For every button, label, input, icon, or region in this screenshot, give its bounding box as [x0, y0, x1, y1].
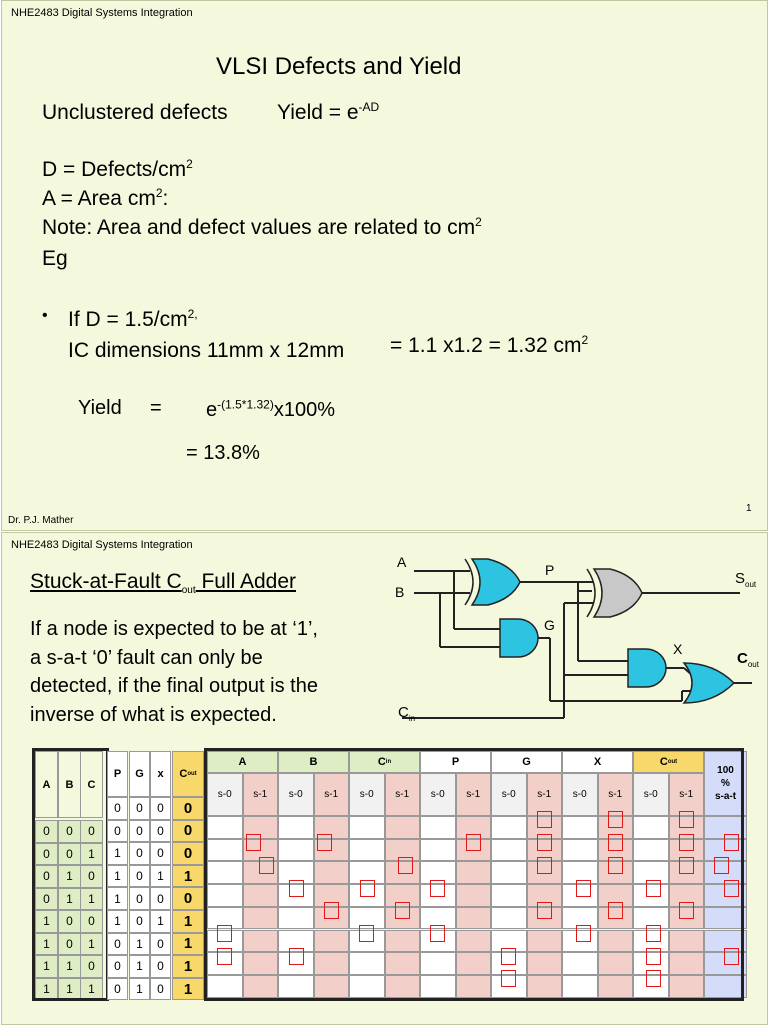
abc-header: A: [35, 751, 58, 818]
pgx-cell: 1: [107, 842, 128, 865]
label-x: X: [673, 641, 683, 657]
pgx-cell: 1: [129, 955, 150, 978]
label-sout: $S_{out}$: [735, 570, 757, 589]
full-adder-circuit: [392, 551, 767, 731]
sa-header: s-1: [598, 773, 634, 816]
yield-calc: $e^{-(1.5*1.32)}x100\%$: [206, 397, 335, 421]
abc-cell: 1: [35, 955, 58, 978]
abc-cell: 0: [58, 910, 81, 933]
pgx-cell: 0: [129, 887, 150, 910]
cout-cell: 1: [172, 865, 204, 888]
and-gate-g-icon: [500, 619, 538, 657]
explanation-paragraph: [30, 615, 318, 729]
slide-stuck-at-fault: [1, 532, 768, 1025]
abc-cell: 1: [58, 888, 81, 911]
pgx-cell: 0: [129, 842, 150, 865]
if-d-line: If $D = 1.5/cm^{2,}$: [68, 307, 198, 331]
pgx-cell: 0: [150, 955, 171, 978]
sa-header: s-0: [349, 773, 385, 816]
pgx-cell: 0: [129, 797, 150, 820]
abc-cell: 0: [35, 843, 58, 866]
label-b: B: [395, 584, 405, 600]
slide1-header: NHE2483 Digital Systems Integration: [11, 7, 193, 19]
cout-cell: 0: [172, 797, 204, 820]
sa-header: s-1: [243, 773, 279, 816]
pgx-cell: 1: [107, 865, 128, 888]
equals-sign: =: [150, 397, 162, 419]
cout-cell: 1: [172, 978, 204, 1001]
sa-header: s-1: [669, 773, 705, 816]
sa-header: s-1: [456, 773, 492, 816]
pgx-cell: 1: [129, 933, 150, 956]
abc-cell: 1: [35, 910, 58, 933]
abc-cell: 0: [80, 865, 103, 888]
pgx-cell: 0: [150, 820, 171, 843]
sa-header: s-1: [314, 773, 350, 816]
abc-cell: 1: [80, 933, 103, 956]
unclustered-label: Unclustered defects: [42, 101, 228, 124]
para-line-3: detected, if the final output is the: [30, 675, 318, 697]
sa-header: s-0: [491, 773, 527, 816]
author: Dr. P.J. Mather: [8, 515, 74, 526]
slide2-header: NHE2483 Digital Systems Integration: [11, 539, 193, 551]
fault-block-border: [204, 748, 744, 1001]
bullet-icon: •: [42, 307, 48, 324]
page-number: 1: [746, 503, 752, 514]
para-line-2: a s-a-t ‘0’ fault can only be: [30, 646, 263, 669]
pgx-cell: 1: [129, 978, 150, 1001]
cout-cell: 0: [172, 887, 204, 910]
pgx-cell: 1: [150, 910, 171, 933]
or-gate-icon: [684, 663, 734, 703]
cout-cell: 0: [172, 842, 204, 865]
abc-cell: 0: [80, 910, 103, 933]
abc-cell: 1: [80, 843, 103, 866]
cout-cell: 1: [172, 910, 204, 933]
sa-header: s-1: [385, 773, 421, 816]
label-cout: $C_{out}$: [737, 650, 759, 669]
fault-group-header: G: [491, 751, 562, 773]
fault-group-header: A: [207, 751, 278, 773]
a-definition: A = Area $cm^2$:: [42, 186, 169, 210]
abc-cell: 0: [35, 865, 58, 888]
abc-cell: 0: [58, 843, 81, 866]
pgx-header: G: [129, 751, 150, 797]
fault-group-header: B: [278, 751, 349, 773]
abc-cell: 1: [58, 955, 81, 978]
abc-cell: 1: [80, 888, 103, 911]
pgx-cell: 0: [150, 978, 171, 1001]
abc-cell: 1: [58, 978, 81, 1001]
area-calc: = 1.1 x1.2 = 1.32 $cm^2$: [390, 333, 589, 357]
pgx-cell: 0: [107, 933, 128, 956]
label-a: A: [397, 554, 407, 570]
pgx-cell: 1: [107, 887, 128, 910]
abc-cell: 0: [58, 933, 81, 956]
sa-header: s-0: [278, 773, 314, 816]
sa-header: s-0: [633, 773, 669, 816]
pgx-header: P: [107, 751, 128, 797]
xor-gate-1-icon: [472, 559, 520, 605]
cout-cell: 1: [172, 955, 204, 978]
pgx-cell: 1: [150, 865, 171, 888]
para-line-1: If a node is expected to be at ‘1’,: [30, 618, 318, 640]
abc-cell: 1: [80, 978, 103, 1001]
fault-group-header: X: [562, 751, 633, 773]
pgx-cell: 0: [150, 797, 171, 820]
abc-header: B: [58, 751, 81, 818]
sa-header: s-1: [527, 773, 563, 816]
abc-cell: 1: [35, 933, 58, 956]
cout-cell: 0: [172, 820, 204, 843]
slide1-title: VLSI Defects and Yield: [216, 53, 462, 80]
pgx-cell: 1: [107, 910, 128, 933]
label-p: P: [545, 562, 555, 578]
yield-formula: Yield = $e^{-AD}$: [277, 100, 380, 124]
fault-group-header: P: [420, 751, 491, 773]
abc-cell: 0: [35, 820, 58, 843]
fault-group-header: C in: [349, 751, 420, 773]
d-definition: D = Defects/$cm^2$: [42, 157, 193, 181]
pgx-cell: 0: [107, 978, 128, 1001]
and-gate-x-icon: [628, 649, 666, 687]
pgx-cell: 0: [129, 820, 150, 843]
yield-label: Yield: [78, 397, 122, 419]
abc-cell: 1: [58, 865, 81, 888]
label-g: G: [544, 617, 555, 633]
para-line-4: inverse of what is expected.: [30, 703, 277, 726]
pgx-cell: 0: [129, 910, 150, 933]
abc-cell: 0: [80, 955, 103, 978]
cout-header: C out: [172, 751, 204, 797]
slide-yield: [1, 0, 768, 531]
pgx-cell: 0: [150, 887, 171, 910]
abc-cell: 1: [35, 978, 58, 1001]
pct-header: 100 % s-a-t: [704, 751, 747, 816]
sa-header: s-0: [420, 773, 456, 816]
pgx-header: x: [150, 751, 171, 797]
cout-cell: 1: [172, 933, 204, 956]
fault-group-header: C out: [633, 751, 704, 773]
note-line: Note: Area and defect values are related to $cm^2$: [42, 215, 482, 239]
sa-header: s-0: [207, 773, 243, 816]
sa-header: s-0: [562, 773, 598, 816]
abc-cell: 0: [58, 820, 81, 843]
label-cin: $C_{in}$: [398, 704, 416, 723]
pgx-cell: 0: [107, 820, 128, 843]
slide2-title: Stuck-at-Fault $C_{out}$ Full Adder: [30, 570, 297, 597]
eg-label: Eg: [42, 247, 68, 270]
abc-cell: 0: [35, 888, 58, 911]
pgx-cell: 0: [150, 842, 171, 865]
yield-result: = 13.8%: [186, 442, 260, 464]
pgx-cell: 0: [150, 933, 171, 956]
pgx-cell: 0: [107, 797, 128, 820]
pgx-cell: 0: [107, 955, 128, 978]
ic-dimensions: IC dimensions 11mm x 12mm: [68, 339, 345, 362]
abc-cell: 0: [80, 820, 103, 843]
xor-gate-2-icon: [594, 569, 642, 617]
abc-header: C: [80, 751, 103, 818]
abc-block-border: [32, 748, 109, 1001]
pgx-cell: 0: [129, 865, 150, 888]
